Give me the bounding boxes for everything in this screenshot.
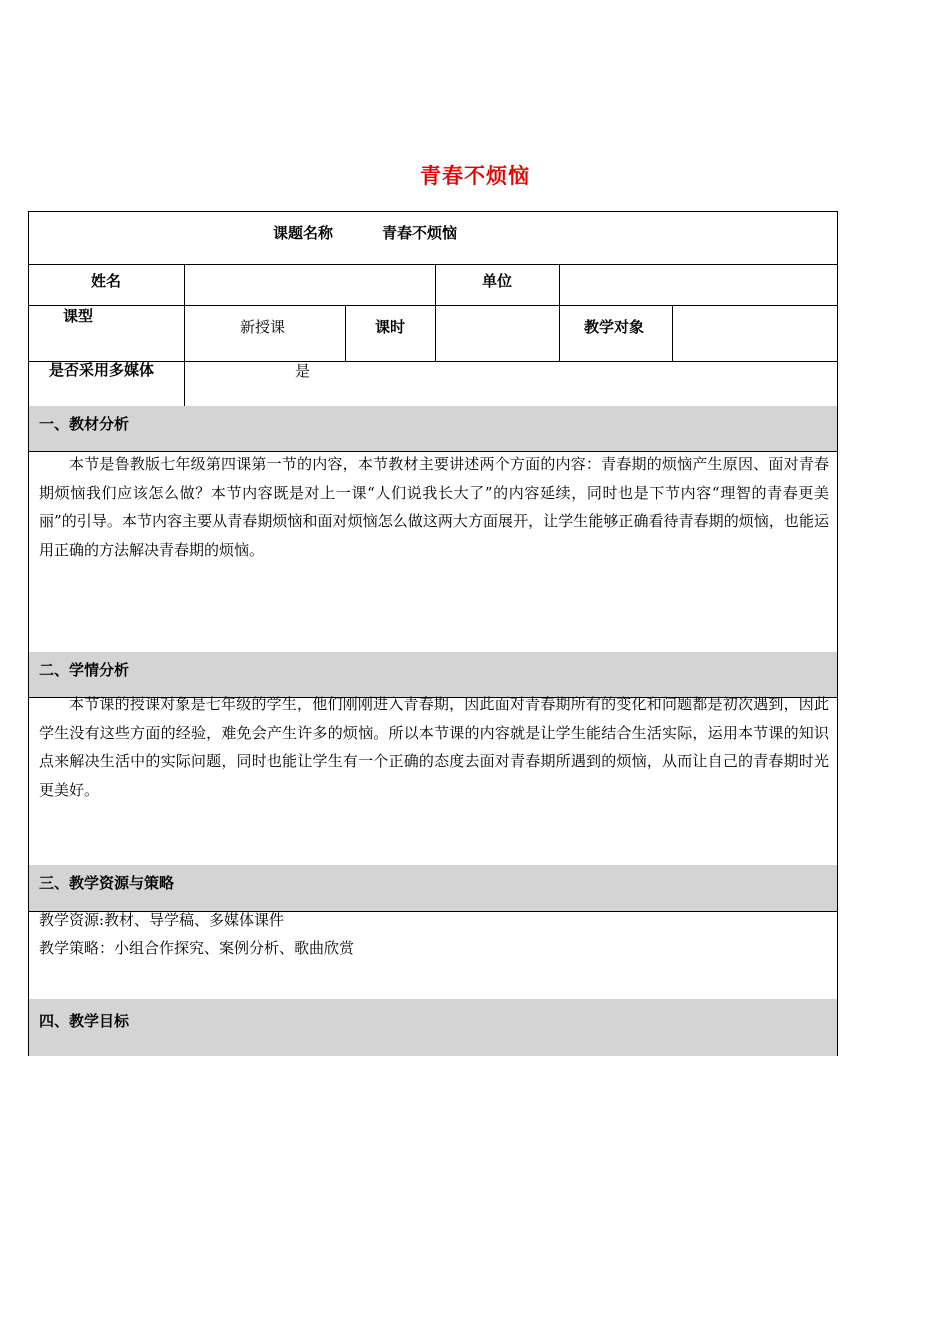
hours-label: 课时 — [375, 318, 406, 336]
strategy-line: 教学策略：小组合作探究、案例分析、歌曲欣赏 — [39, 939, 355, 957]
section-header-textbook-analysis — [29, 406, 837, 451]
topic-value: 青春不烦恼 — [382, 224, 458, 242]
type-label: 课型 — [63, 307, 94, 325]
section-title: 四、教学目标 — [39, 1012, 130, 1030]
section-title: 三、教学资源与策略 — [39, 874, 175, 892]
divider — [29, 305, 837, 306]
name-label: 姓名 — [91, 272, 122, 290]
section-title: 二、学情分析 — [39, 661, 130, 679]
divider — [29, 264, 837, 265]
topic-label: 课题名称 — [273, 224, 334, 242]
multimedia-label: 是否采用多媒体 — [49, 361, 155, 379]
divider — [184, 264, 185, 406]
multimedia-value: 是 — [295, 362, 311, 380]
unit-label: 单位 — [482, 272, 513, 290]
divider — [435, 264, 436, 361]
divider — [345, 305, 346, 361]
audience-label: 教学对象 — [584, 318, 645, 336]
section-title: 一、教材分析 — [39, 415, 130, 433]
divider — [559, 264, 560, 361]
page-title: 青春不烦恼 — [420, 164, 530, 188]
student-analysis-text: 本节课的授课对象是七年级的学生，他们刚刚进入青春期，因此面对青春期所有的变化和问题都是初次遇到，因此学生没有这些方面的经验，难免会产生许多的烦恼。所以本节课的内容就是让学生能结合生活实际，运用本节课的知识点来解决生活中的实际问题，同时也能让学生有一个正确的态度去面对青春期所遇到的烦恼，从而让自己的青春期时光更美好。 — [39, 695, 829, 799]
resources-line: 教学资源:教材、导学稿、多媒体课件 — [39, 911, 285, 929]
divider — [672, 305, 673, 361]
lesson-plan-table — [28, 211, 838, 1056]
textbook-analysis-text: 本节是鲁教版七年级第四课第一节的内容，本节教材主要讲述两个方面的内容：青春期的烦恼产生原因、面对青春期烦恼我们应该怎么做？本节内容既是对上一课“人们说我长大了”的内容延续，同时也是下节内容“理智的青春更美丽”的引导。本节内容主要从青春期烦恼和面对烦恼怎么做这两大方面展开，让学生能够正确看待青春期的烦恼，也能运用正确的方法解决青春期的烦恼。 — [39, 455, 829, 559]
section-header-teaching-goals — [29, 999, 837, 1056]
type-value: 新授课 — [240, 318, 286, 336]
section-header-resources-strategy — [29, 865, 837, 911]
